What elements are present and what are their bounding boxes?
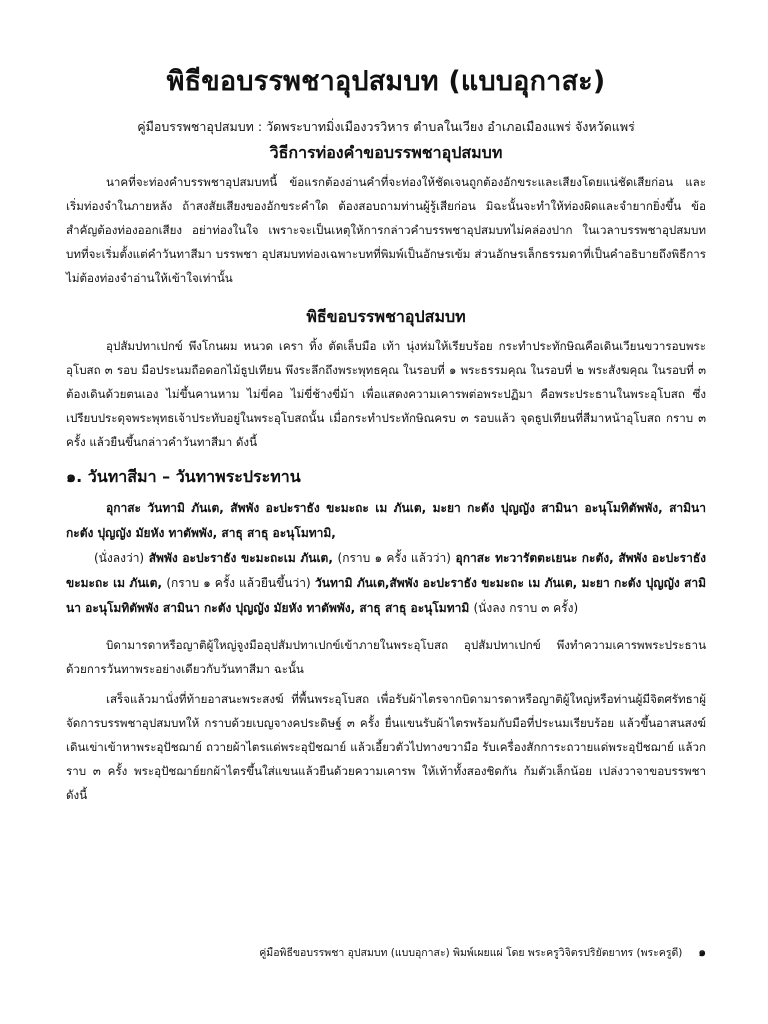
document-page [66, 62, 706, 807]
page-footer [200, 943, 706, 962]
chant-vandana-2 [66, 546, 706, 621]
chant-segment: อุกาสะ ทะวารัตตะเยนะ กะตัง, สัพพัง อะปะราธัง ขะมะถะ เม ภันเต, [66, 551, 707, 590]
page-number: ๑ [698, 945, 706, 959]
paragraph-receive-robes: เสร็จแล้วมานั่งที่ท้ายอาสนะพระสงฆ์ ที่พื้นพระอุโบสถ เพื่อรับผ้าไตรจากบิดามารดาหรือญาติผู้ใหญ่หรือท่านผู้มีจิตศรัทธาผู้จัดการบรรพชาอุปสมบทให้ กราบด้วยเบญจางคประดิษฐ์ ๓ ครั้ง ยื่นแขนรับผ้าไตรพร้อมกับมือที่ประนมเรียบร้อย แล้วขึ้นอาสนสงฆ์เดินเข่าเข้าหาพระอุปัชฌาย์ ถวายผ้าไตรแด่พระอุปัชฌาย์ แล้วเอี้ยวตัวไปทางขวามือ รับเครื่องสักการะถวายแด่พระอุปัชฌาย์ แล้วกราบ ๓ ครั้ง พระอุปัชฌาย์ยกผ้าไตรขึ้นใส่แขนแล้วยืนด้วยความเคารพ ให้เท้าทั้งสองชิดกัน ก้มตัวเล็กน้อย เปล่งวาจาขอบรรพชา ดังนี้ [66, 692, 706, 802]
heading-ordination-ceremony: พิธีขอบรรพชาอุปสมบท [306, 307, 466, 326]
paragraph-ceremony-preparation: อุปสัมปทาเปกข์ พึงโกนผม หนวด เครา ทิ้ง ตัดเล็บมือ เท้า นุ่งห่มให้เรียบร้อย กระทำประทักษิณคือเดินเวียนขวารอบพระอุโบสถ ๓ รอบ มือประนมถือดอกไม้ธูปเทียน พึงระลึกถึงพระพุทธคุณ ในรอบที่ ๑ พระธรรมคุณ ในรอบที่ ๒ พระสังฆคุณ ในรอบที่ ๓ ต้องเดินด้วยตนเอง ไม่ขึ้นคานหาม ไม่ขี่คอ ไม่ขี่ช้างขี่ม้า เพื่อแสดงความเคารพต่อพระปฏิมา คือพระประธานในพระอุโบสถ ซึ่งเปรียบประดุจพระพุทธเจ้าประทับอยู่ในพระอุโบสถนั้น เมื่อกระทำประทักษิณครบ ๓ รอบแล้ว จุดธูปเทียนที่สีมาหน้าอุโบสถ กราบ ๓ ครั้ง แล้วยืนขึ้นกล่าวคำวันทาสีมา ดังนี้ [66, 339, 706, 449]
document-title: พิธีขอบรรพชาอุปสมบท (แบบอุกาสะ) [166, 66, 606, 97]
document-subtitle: คู่มือบรรพชาอุปสมบท : วัดพระบาทมิ่งเมืองวรวิหาร ตำบลในเวียง อำเภอเมืองแพร่ จังหวัดแพร่ [137, 119, 635, 134]
footer-text: คู่มือพิธีขอบรรพชา อุปสมบท (แบบอุกาสะ) พิมพ์เผยแผ่ โดย พระครูวิจิตรปริยัตยาทร (พระครูดี) [259, 947, 683, 959]
section-title-vandana: ๑. วันทาสีมา – วันทาพระประทาน [66, 467, 301, 486]
chant-vandana-1: อุกาสะ วันทามิ ภันเต, สัพพัง อะปะราธัง ขะมะถะ เม ภันเต, มะยา กะตัง ปุญญัง สามินา อะนุโมทิตัพพัง, สามินา กะตัง ปุญญัง มัยหัง ทาตัพพัง, สาธุ สาธุ อะนุโมทามิ, [66, 501, 706, 540]
instruction-bow-stand: (กราบ ๑ ครั้ง แล้วยืนขึ้นว่า) [166, 576, 311, 590]
paragraph-enter-temple: บิดามารดาหรือญาติผู้ใหญ่จูงมืออุปสัมปทาเปกข์เข้าภายในพระอุโบสถ อุปสัมปทาเปกข์ พึงทำความเคารพพระประธาน ด้วยการวันทาพระอย่างเดียวกับวันทาสีมา ฉะนั้น [66, 638, 706, 676]
chant-segment: สัพพัง อะปะราธัง ขะมะถะเม ภันเต, [144, 551, 338, 565]
instruction-bow-once: (กราบ ๑ ครั้ง แล้วว่า) [337, 551, 451, 565]
chant-segment: วันทามิ ภันเต,สัพพัง อะปะราธัง ขะมะถะ เม ภันเต, มะยา กะตัง ปุญญัง สามินา อะนุโมทิตัพพัง สามินา กะตัง ปุญญัง มัยหัง ทาตัพพัง, สาธุ สาธุ อะนุโมทามิ [66, 576, 707, 615]
paragraph-chant-method: นาคที่จะท่องคำบรรพชาอุปสมบทนี้ ข้อแรกต้องอ่านคำที่จะท่องให้ชัดเจนถูกต้องอักขระและเสียงโดยแน่ชัดเสียก่อน และเริ่มท่องจำในภายหลัง ถ้าสงสัยเสียงของอักขระคำใด ต้องสอบถามท่านผู้รู้เสียก่อน มิฉะนั้นจะทำให้ท่องผิดและจำยากยิ่งขึ้น ข้อสำคัญต้องท่องออกเสียง อย่าท่องในใจ เพราะจะเป็นเหตุให้การกล่าวคำบรรพชาอุปสมบทไม่คล่องปาก ในเวลาบรรพชาอุปสมบท บทที่จะเริ่มตั้งแต่คำวันทาสีมา บรรพชา อุปสมบทท่องเฉพาะบทที่พิมพ์เป็นอักษรเข้ม ส่วนอักษรเล็กธรรมดาที่เป็นคำอธิบายถึงพิธีการไม่ต้องท่องจำอ่านให้เข้าใจเท่านั้น [66, 175, 706, 285]
heading-chant-method: วิธีการท่องคำขอบรรพชาอุปสมบท [269, 143, 503, 162]
instruction-sit-bow-three: (นั่งลง กราบ ๓ ครั้ง) [473, 601, 579, 615]
instruction-sit-down: (นั่งลงว่า) [94, 551, 145, 565]
